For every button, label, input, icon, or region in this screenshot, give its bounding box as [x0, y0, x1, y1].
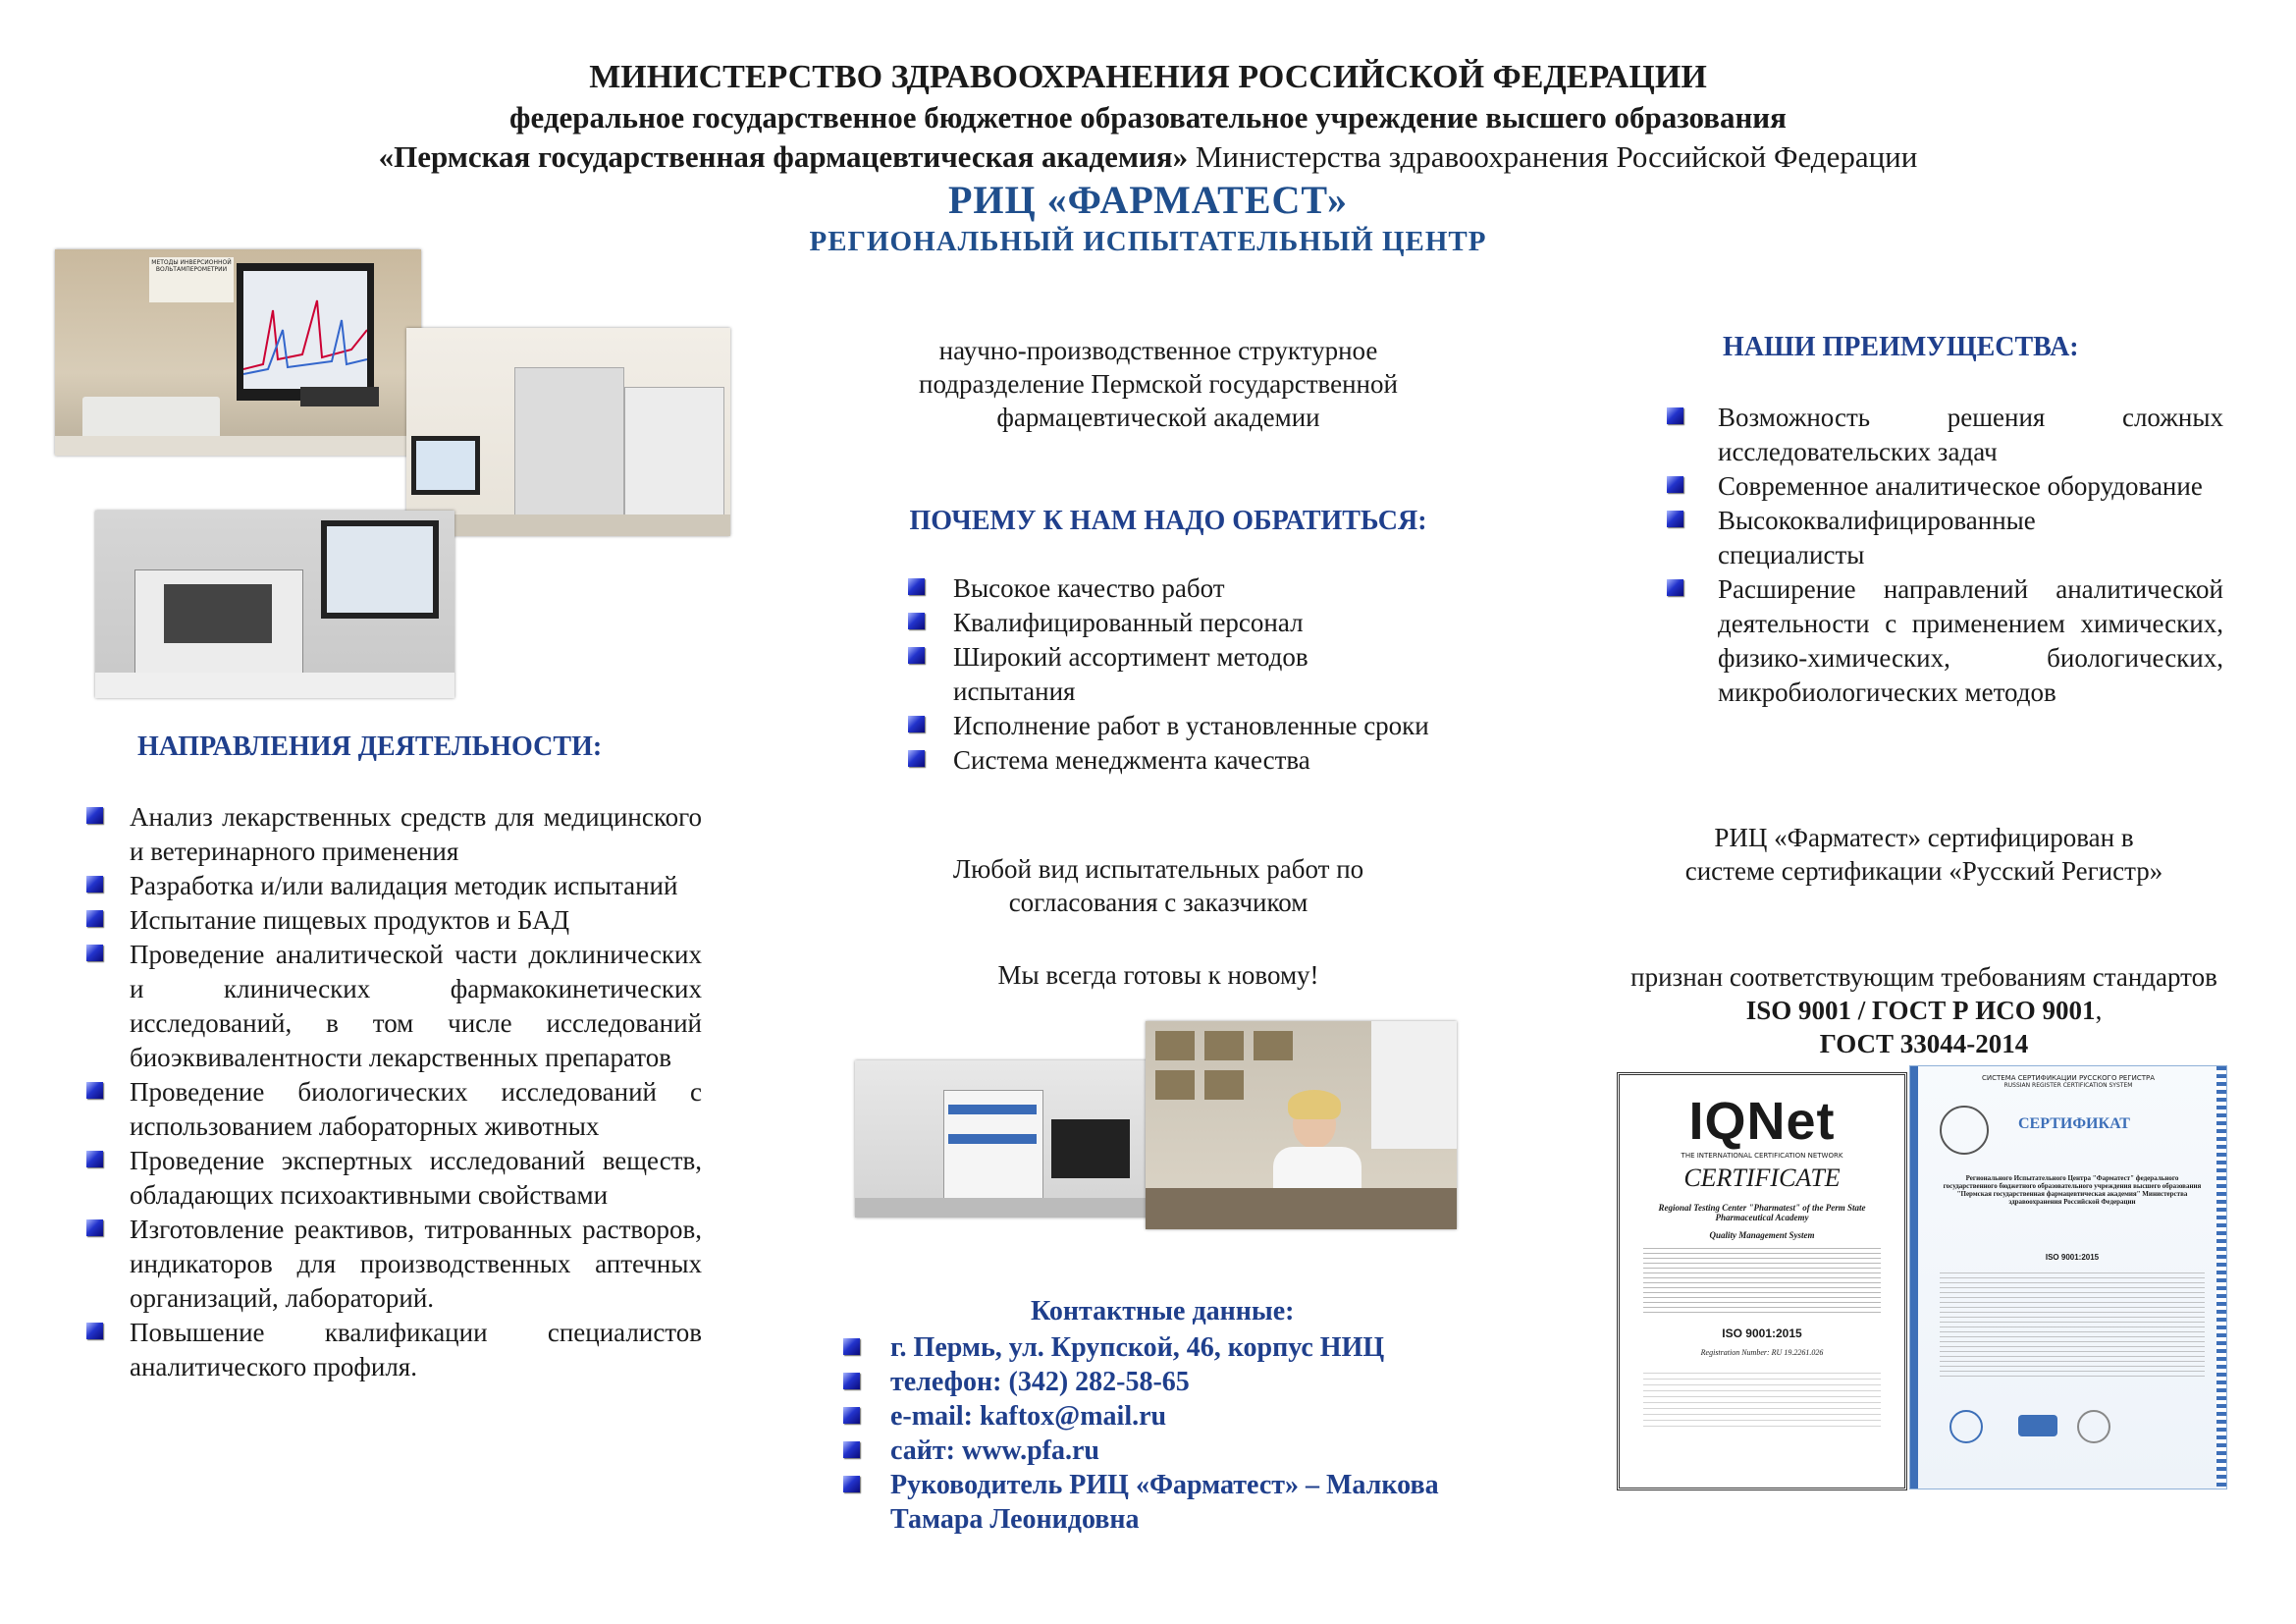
bullet-icon	[1667, 407, 1683, 424]
list-item: Система менеджмента качества	[898, 743, 1487, 778]
note-any-work: Любой вид испытательных работ по согласования с заказчиком	[952, 854, 1364, 917]
bullet-icon	[908, 750, 925, 767]
iqnet-qms: Quality Management System	[1709, 1230, 1815, 1240]
center-subtitle: РЕГИОНАЛЬНЫЙ ИСПЫТАТЕЛЬНЫЙ ЦЕНТР	[809, 226, 1487, 257]
list-item: Изготовление реактивов, титрованных растворов, индикаторов для производственных аптечных организаций, лабораторий.	[79, 1213, 702, 1316]
iqnet-title: CERTIFICATE	[1683, 1164, 1841, 1192]
academy-line	[0, 139, 2296, 175]
lab-photo-voltammetry	[55, 249, 421, 456]
bullet-icon	[86, 1219, 103, 1236]
institution-type: федеральное государственное бюджетное образовательное учреждение высшего образования	[509, 100, 1787, 135]
list-item: Анализ лекарственных средств для медицинского и ветеринарного применения	[79, 800, 702, 869]
contact-site: сайт: www.pfa.ru	[839, 1434, 1526, 1468]
list-item: Проведение экспертных исследований веществ, обладающих психоактивными свойствами	[79, 1144, 702, 1213]
list-item: Возможность решения сложных исследовательских задач	[1659, 401, 2223, 469]
contact-head: Руководитель РИЦ «Фарматест» – Малкова Тамара Леонидовна	[839, 1468, 1440, 1537]
activities-list	[79, 800, 702, 1384]
bullet-icon	[908, 647, 925, 664]
bullet-icon	[908, 613, 925, 629]
contact-address: г. Пермь, ул. Крупской, 46, корпус НИЦ	[839, 1330, 1526, 1365]
contact-phone: телефон: (342) 282-58-65	[839, 1365, 1526, 1399]
photo-head-of-center	[1146, 1021, 1457, 1229]
russian-register-certificate	[1909, 1065, 2227, 1489]
bullet-icon	[843, 1441, 860, 1458]
contacts-list	[839, 1330, 1526, 1537]
bullet-icon	[908, 578, 925, 595]
iqnet-org: Regional Testing Center "Pharmatest" of the Perm State Pharmaceutical Academy	[1658, 1203, 1866, 1222]
iqnet-certificate	[1617, 1072, 1907, 1490]
activities-heading: НАПРАВЛЕНИЯ ДЕЯТЕЛЬНОСТИ:	[137, 731, 603, 762]
list-item: Высокое качество работ	[898, 571, 1487, 606]
lab-photo-chromatograph	[406, 328, 730, 536]
advantages-list	[1659, 401, 2223, 710]
bullet-icon	[843, 1476, 860, 1492]
lab-photo-spectrometer	[95, 511, 454, 698]
list-item: Исполнение работ в установленные сроки	[898, 709, 1464, 743]
bullet-icon	[843, 1373, 860, 1389]
iqnet-logo: IQNet	[1688, 1092, 1836, 1151]
list-item: Проведение аналитической части доклинических и клинических фармакокинетических исследований, в том числе исследований биоэквивалентности лекарственных препаратов	[79, 938, 702, 1075]
chart-screen-icon	[243, 271, 367, 389]
rr-title: СЕРТИФИКАТ	[2018, 1115, 2130, 1132]
standards-note: признан соответствующим требованиям стандартов ISO 9001 / ГОСТ Р ИСО 9001, ГОСТ 33044-2014	[1630, 962, 2217, 1058]
rr-system-en: RUSSIAN REGISTER CERTIFICATION SYSTEM	[2003, 1082, 2133, 1089]
academy-ministry: Министерства здравоохранения Российской Федерации	[1188, 139, 1918, 174]
bullet-icon	[1667, 511, 1683, 527]
list-item: Проведение биологических исследований с использованием лабораторных животных	[79, 1075, 702, 1144]
list-item: Современное аналитическое оборудование	[1659, 469, 2223, 504]
center-name: РИЦ «ФАРМАТЕСТ»	[947, 178, 1349, 222]
rr-system: СИСТЕМА СЕРТИФИКАЦИИ РУССКОГО РЕГИСТРА	[1981, 1074, 2156, 1082]
bullet-icon	[1667, 476, 1683, 493]
certification-note: РИЦ «Фарматест» сертифицирован в системе сертификации «Русский Регистр»	[1684, 823, 2163, 886]
iqnet-standard: ISO 9001:2015	[1722, 1326, 1802, 1340]
rr-holder: Регионального Испытательного Центра "Фарматест" федерального государственного бюджетного образовательного учреждения высшего образования "Пермская государственная фармацевтическая академия" Министерства здравоохранения Российской Федерации	[1943, 1174, 2202, 1206]
list-item: Разработка и/или валидация методик испытаний	[79, 869, 702, 903]
why-heading: ПОЧЕМУ К НАМ НАДО ОБРАТИТЬСЯ:	[909, 506, 1427, 536]
advantages-heading: НАШИ ПРЕИМУЩЕСТВА:	[1723, 332, 2079, 362]
bullet-icon	[86, 807, 103, 824]
list-item: Высококвалифицированные специалисты	[1659, 504, 2130, 572]
bullet-icon	[843, 1338, 860, 1355]
list-item: Расширение направлений аналитической деятельности с применением химических, физико-химических, биологических, микробиологических методов	[1659, 572, 2223, 710]
bullet-icon	[86, 945, 103, 961]
list-item: Широкий ассортимент методов испытания	[898, 640, 1365, 709]
academy-name: «Пермская государственная фармацевтическая академия»	[378, 139, 1189, 174]
list-item: Квалифицированный персонал	[898, 606, 1487, 640]
bullet-icon	[86, 910, 103, 927]
bullet-icon	[843, 1407, 860, 1424]
ministry-title: МИНИСТЕРСТВО ЗДРАВООХРАНЕНИЯ РОССИЙСКОЙ ФЕДЕРАЦИИ	[589, 59, 1707, 95]
note-ready: Мы всегда готовы к новому!	[997, 960, 1319, 990]
bullet-icon	[908, 716, 925, 732]
why-list	[898, 571, 1487, 778]
contact-email: e-mail: kaftox@mail.ru	[839, 1399, 1526, 1434]
bullet-icon	[86, 1323, 103, 1339]
bullet-icon	[86, 1082, 103, 1099]
lab-photo-hplc	[855, 1060, 1148, 1218]
seal-icon	[1940, 1106, 1989, 1155]
iqnet-network: THE INTERNATIONAL CERTIFICATION NETWORK	[1681, 1152, 1843, 1160]
iqnet-reg: Registration Number: RU 19.2261.026	[1700, 1348, 1824, 1357]
rr-standard: ISO 9001:2015	[2045, 1253, 2100, 1262]
list-item: Испытание пищевых продуктов и БАД	[79, 903, 702, 938]
bullet-icon	[86, 876, 103, 893]
bullet-icon	[1667, 579, 1683, 596]
contacts-heading: Контактные данные:	[1031, 1296, 1295, 1326]
list-item: Повышение квалификации специалистов аналитического профиля.	[79, 1316, 702, 1384]
photo-sign: МЕТОДЫ ИНВЕРСИОННОЙ ВОЛЬТАМПЕРОМЕТРИИ	[149, 257, 234, 302]
bullet-icon	[86, 1151, 103, 1167]
center-intro: научно-производственное структурное подразделение Пермской государственной фармацевтической академии	[919, 336, 1398, 432]
